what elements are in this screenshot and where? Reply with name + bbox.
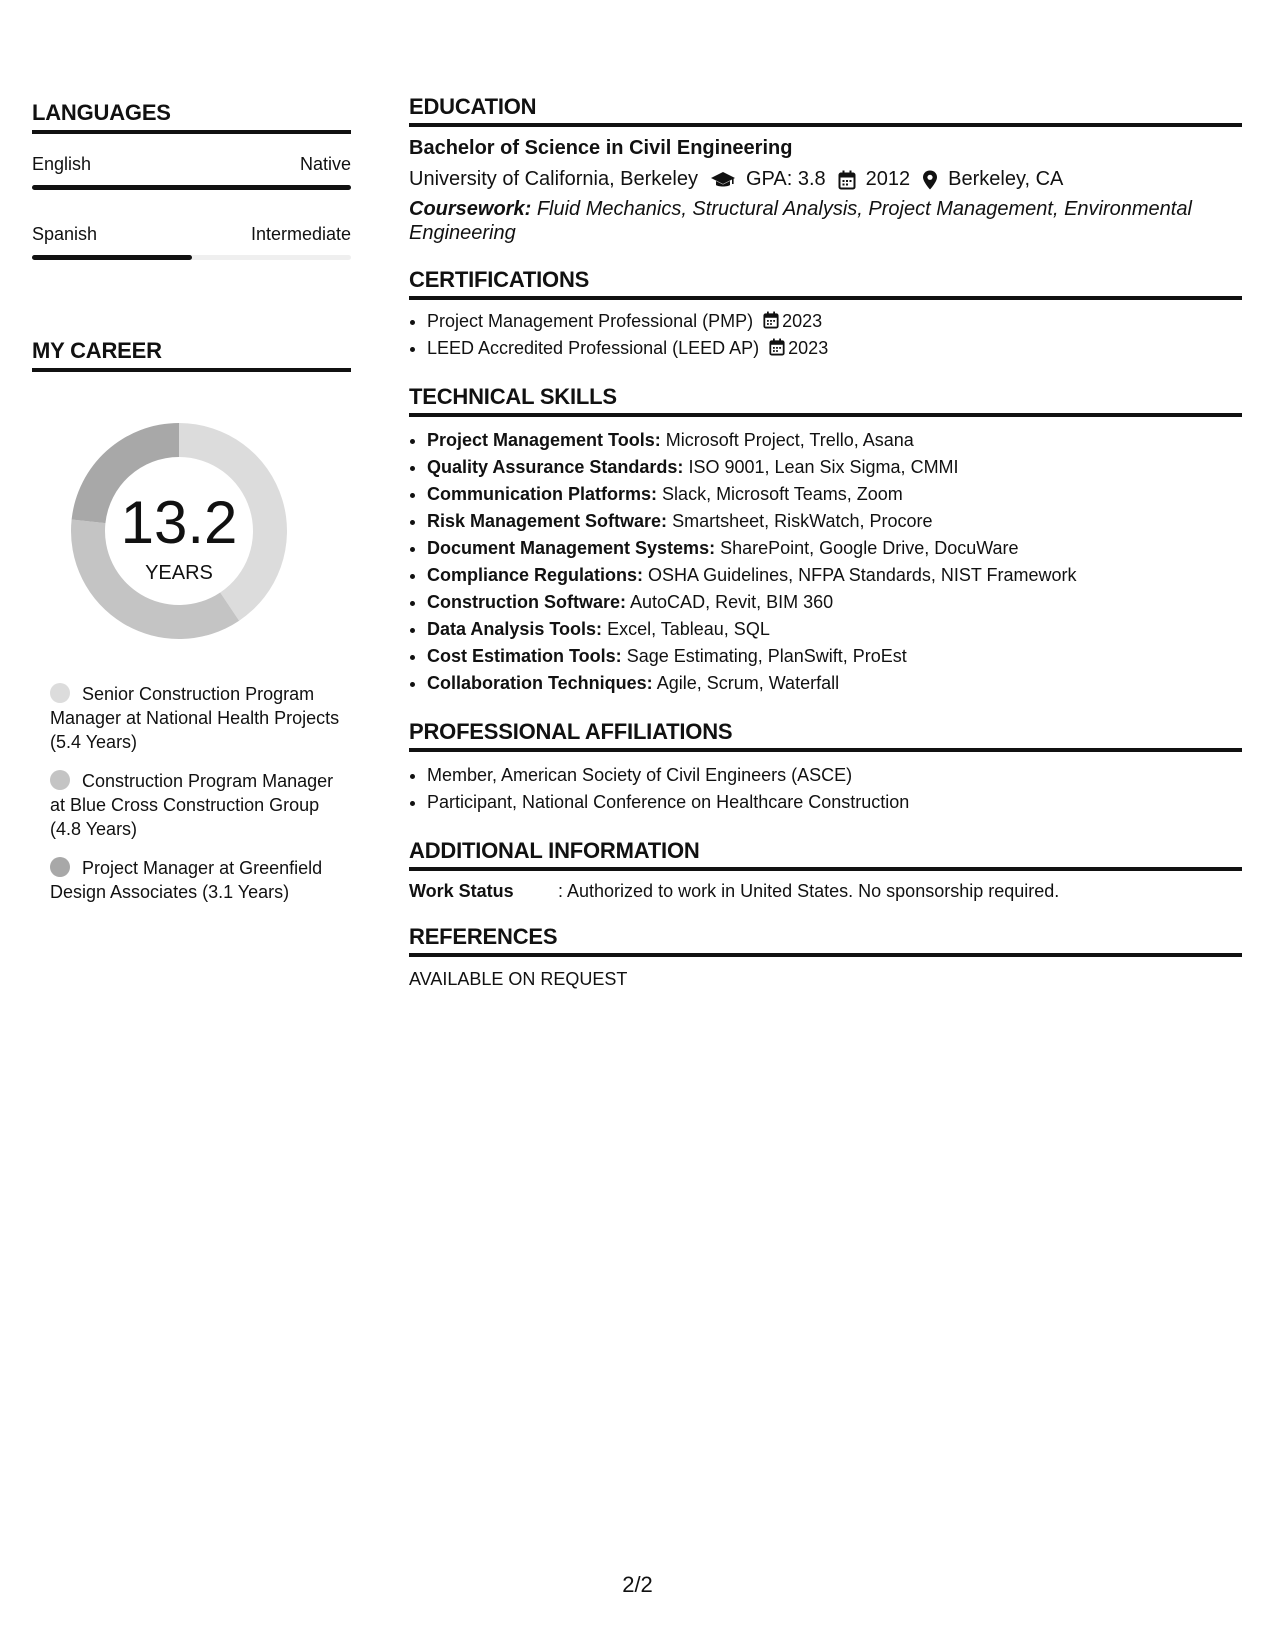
affiliations-list — [409, 762, 1242, 816]
career-dot — [50, 857, 70, 877]
certification-item: • LEED Accredited Professional (LEED AP) 2023 — [427, 335, 1242, 362]
language-name: Spanish — [32, 224, 98, 244]
skill-item: • Project Management Tools: Microsoft Project, Trello, Asana — [427, 427, 1242, 454]
skill-item: • Cost Estimation Tools: Sage Estimating, PlanSwift, ProEst — [427, 643, 1242, 670]
skills-section — [409, 384, 1242, 697]
affiliation-item: • Participant, National Conference on Healthcare Construction — [427, 789, 1242, 816]
career-item: Construction Program Manager at Blue Cross Construction Group (4.8 Years) — [50, 771, 334, 839]
location-pin-icon — [922, 170, 938, 190]
degree: Bachelor of Science in Civil Engineering — [409, 137, 793, 159]
coursework — [409, 197, 1242, 245]
language-bar — [32, 185, 351, 190]
gpa: GPA: 3.8 — [746, 168, 826, 190]
certification-item: • Project Management Professional (PMP) 2023 — [427, 308, 1242, 335]
education-details — [409, 168, 1242, 191]
language-level: Intermediate — [250, 224, 351, 244]
affiliations-title: PROFESSIONAL AFFILIATIONS — [409, 719, 1242, 752]
language-name: English — [32, 154, 92, 174]
skill-item: • Document Management Systems: SharePoint, Google Drive, DocuWare — [427, 535, 1242, 562]
right-column — [409, 94, 1242, 990]
language-level: Native — [299, 154, 351, 174]
skill-item: • Data Analysis Tools: Excel, Tableau, SQL — [427, 616, 1242, 643]
affiliation-item: • Member, American Society of Civil Engineers (ASCE) — [427, 762, 1242, 789]
additional-title: ADDITIONAL INFORMATION — [409, 838, 1242, 871]
work-status-label: Work Status — [409, 881, 514, 901]
references-title: REFERENCES — [409, 924, 1242, 957]
education-location: Berkeley, CA — [948, 168, 1064, 190]
career-donut — [64, 416, 294, 646]
page-number: 2/2 — [622, 1572, 653, 1597]
school: University of California, Berkeley — [409, 168, 698, 190]
certification-year: 2023 — [788, 338, 829, 358]
career-title: MY CAREER — [32, 338, 351, 372]
skill-item: • Construction Software: AutoCAD, Revit, BIM 360 — [427, 589, 1242, 616]
references-section — [409, 924, 1242, 990]
education-title: EDUCATION — [409, 94, 1242, 127]
languages-title: LANGUAGES — [32, 100, 351, 134]
certifications-section — [409, 267, 1242, 362]
skill-item: • Risk Management Software: Smartsheet, RiskWatch, Procore — [427, 508, 1242, 535]
skills-list — [409, 427, 1242, 697]
language-bar — [32, 255, 351, 260]
language-bar-fill — [32, 185, 351, 190]
work-status-row — [409, 881, 1242, 902]
career-unit: YEARS — [145, 562, 213, 584]
work-status-value: : Authorized to work in United States. No sponsorship required. — [558, 881, 1060, 901]
career-item: Project Manager at Greenfield Design Associates (3.1 Years) — [50, 858, 323, 902]
calendar-icon — [769, 338, 785, 356]
career-dot — [50, 770, 70, 790]
left-column — [32, 100, 351, 919]
calendar-icon — [838, 170, 856, 190]
education-section — [409, 94, 1242, 245]
skills-title: TECHNICAL SKILLS — [409, 384, 1242, 417]
career-list — [32, 682, 351, 904]
language-item — [32, 154, 351, 190]
education-year: 2012 — [865, 168, 911, 190]
coursework-list: Fluid Mechanics, Structural Analysis, Project Management, Environmental Engineering — [409, 198, 1192, 244]
skill-item: • Quality Assurance Standards: ISO 9001, Lean Six Sigma, CMMI — [427, 454, 1242, 481]
career-dot — [50, 683, 70, 703]
career-item: Senior Construction Program Manager at National Health Projects (5.4 Years) — [50, 684, 340, 752]
coursework-label: Coursework: — [409, 198, 532, 220]
references-text: AVAILABLE ON REQUEST — [409, 969, 628, 989]
language-bar-fill — [32, 255, 192, 260]
skill-item: • Collaboration Techniques: Agile, Scrum, Waterfall — [427, 670, 1242, 697]
graduation-cap-icon — [710, 170, 736, 190]
career-total: 13.2 — [120, 489, 238, 556]
certification-year: 2023 — [782, 311, 823, 331]
affiliations-section — [409, 719, 1242, 816]
certifications-title: CERTIFICATIONS — [409, 267, 1242, 300]
skill-item: • Communication Platforms: Slack, Microsoft Teams, Zoom — [427, 481, 1242, 508]
calendar-icon — [763, 311, 779, 329]
skill-item: • Compliance Regulations: OSHA Guidelines, NFPA Standards, NIST Framework — [427, 562, 1242, 589]
language-item — [32, 224, 351, 260]
certifications-list — [409, 308, 1242, 362]
additional-section — [409, 838, 1242, 902]
